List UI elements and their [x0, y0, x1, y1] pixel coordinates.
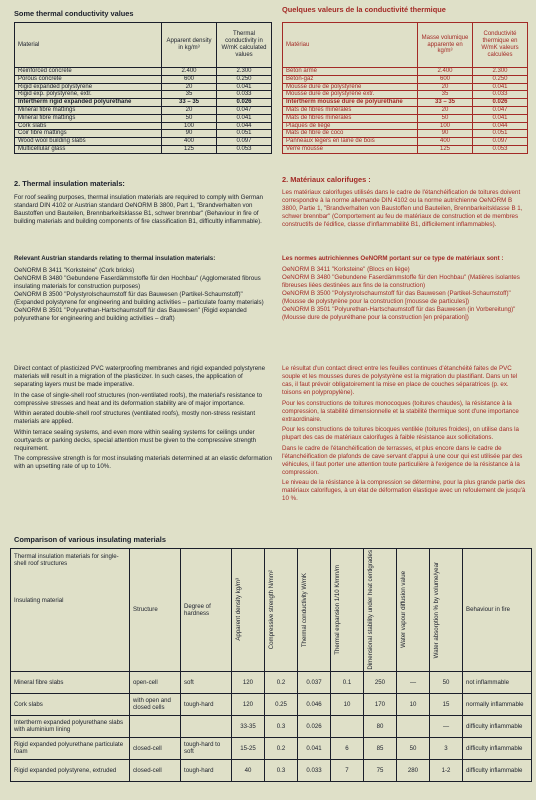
- fr-row-density: 35: [418, 91, 473, 99]
- comparison-cell-structure: with open and closed cells: [130, 693, 181, 715]
- en-row-conductivity: 0.033: [217, 91, 272, 99]
- comparison-cell-absorption: —: [430, 715, 463, 737]
- comparison-cell-dimensional: 85: [364, 737, 397, 759]
- comparison-cell-compressive: 0.3: [265, 759, 298, 781]
- comparison-cell-absorption: 3: [430, 737, 463, 759]
- fr-paragraph: Pour les constructions de toitures bicoques ventilée (toitures froides), on utilise dans la plupart des cas de matériaux calorifuges à faible résistance aux sollicitations.: [282, 426, 519, 441]
- fr-row-conductivity: 0.033: [473, 91, 528, 99]
- en-row-density: 125: [162, 145, 217, 153]
- comparison-cell-fire: not inflammable: [463, 671, 532, 693]
- en-paragraph: Within terrace sealing systems, and even more within sealing systems for ceilings under courtyards or parking decks, special attention must be given to the compressive strength requirement.: [14, 428, 257, 452]
- comparison-col-vapour: Water vapour diffusion value: [400, 571, 407, 649]
- comparison-row: [11, 671, 532, 693]
- fr-standard-item: OeNORM B 3501 "Polyurethan-Hartschaumstoff für das Bauwesen (in Vorbereitung)" (Mousse dure de polyuréthane pour la construction [en préparation]): [282, 306, 516, 321]
- comparison-col-compressive: Compressive strength N/mm²: [268, 570, 275, 650]
- en-row-material: Reinforced concrete: [15, 68, 162, 76]
- fr-row-conductivity: 0.250: [473, 75, 528, 83]
- fr-conductivity-table: [282, 22, 528, 154]
- en-row-conductivity: 0.044: [217, 122, 272, 130]
- en-table-title: Some thermal conductivity values: [14, 9, 134, 18]
- comparison-cell-vapour: 280: [397, 759, 430, 781]
- comparison-row: [11, 693, 532, 715]
- comparison-cell-absorption: 1-2: [430, 759, 463, 781]
- comparison-cell-material: Rigid expanded polyurethane particulate foam: [11, 737, 130, 759]
- en-row-conductivity: 0.047: [217, 106, 272, 114]
- fr-table-title: Quelques valeurs de la conductivité thermique: [282, 5, 446, 14]
- comparison-cell-vapour: 10: [397, 693, 430, 715]
- fr-row-density: 50: [418, 114, 473, 122]
- fr-table-row: [283, 83, 528, 91]
- fr-row-conductivity: 0.041: [473, 114, 528, 122]
- en-table-row: [15, 91, 272, 99]
- fr-row-conductivity: 0.097: [473, 138, 528, 146]
- comparison-cell-conductivity: 0.037: [298, 671, 331, 693]
- comparison-cell-hardness: tough-hard: [181, 759, 232, 781]
- comparison-cell-expansion: 7: [331, 759, 364, 781]
- comparison-cell-hardness: tough-hard to soft: [181, 737, 232, 759]
- en-standards-title: Relevant Austrian standards relating to thermal insulation materials:: [14, 255, 216, 262]
- comparison-cell-vapour: —: [397, 671, 430, 693]
- comparison-cell-vapour: [397, 715, 430, 737]
- en-row-material: Intertherm rigid expanded polyurethane: [15, 99, 162, 107]
- fr-row-density: 600: [418, 75, 473, 83]
- en-paragraphs: [14, 365, 272, 474]
- comparison-cell-compressive: 0.3: [265, 715, 298, 737]
- en-paragraph: Direct contact of plasticized PVC waterproofing membranes and rigid expanded polystyrene materials will result in a migration of the plasticizer. In such cases, the application of separating layers must be made imperative.: [14, 365, 266, 388]
- en-standard-item: OeNORM B 3480 "Gebundene Faserdämmstoffe für den Hochbau" (Agglomerated fibrous insulating materials for construction purposes): [14, 275, 261, 290]
- comparison-cell-density: 15-25: [232, 737, 265, 759]
- comparison-cell-dimensional: 75: [364, 759, 397, 781]
- en-row-density: 90: [162, 130, 217, 138]
- comparison-cell-fire: difficulty inflammable: [463, 759, 532, 781]
- comparison-col-dimensional: Dimensional stability under heat centigrades: [367, 550, 374, 670]
- comparison-cell-density: 33-35: [232, 715, 265, 737]
- en-row-density: 20: [162, 83, 217, 91]
- comparison-cell-fire: difficulty inflammable: [463, 737, 532, 759]
- en-paragraph: Within aerated double-shell roof structures (ventilated roofs), mostly non-stress resistant materials are applied.: [14, 410, 256, 425]
- fr-row-material: Mousse dure de polystyrène extr.: [283, 91, 418, 99]
- comparison-cell-material: Intertherm expanded polyurethane slabs with aluminium lining: [11, 715, 130, 737]
- fr-row-conductivity: 2.300: [473, 68, 528, 76]
- comparison-cell-material: Mineral fibre slabs: [11, 671, 130, 693]
- en-row-density: 50: [162, 114, 217, 122]
- comparison-col-expansion: Thermal expansion 1/10 K/mm/m: [334, 564, 341, 655]
- fr-row-material: Verre mousse: [283, 145, 418, 153]
- en-row-material: Mineral fibre mattings: [15, 114, 162, 122]
- en-row-conductivity: 0.053: [217, 145, 272, 153]
- comparison-cell-structure: closed-cell: [130, 737, 181, 759]
- fr-row-material: Mousse dure de polystyrène: [283, 83, 418, 91]
- fr-row-conductivity: 0.041: [473, 83, 528, 91]
- fr-row-material: Mats de fibres minérales: [283, 114, 418, 122]
- en-table-row: [15, 83, 272, 91]
- en-row-conductivity: 0.250: [217, 75, 272, 83]
- en-row-material: Rigid expanded polystyrene: [15, 83, 162, 91]
- comparison-cell-density: 40: [232, 759, 265, 781]
- en-row-material: Porous concrete: [15, 75, 162, 83]
- fr-table-row: [283, 138, 528, 146]
- fr-table-row: [283, 122, 528, 130]
- fr-paragraph: Le niveau de la résistance à la compression se détermine, pour la plus grande partie des matériaux calorifuges, à un état de déformation élastique avec un refoulement de jusqu'à 10 %.: [282, 479, 526, 502]
- comparison-col-density: Apparent density kg/m³: [235, 578, 242, 642]
- en-col-material: Material: [15, 23, 162, 68]
- en-conductivity-table: [14, 22, 272, 154]
- comparison-table: [10, 548, 532, 782]
- fr-row-density: 90: [418, 130, 473, 138]
- en-table-row: [15, 68, 272, 76]
- fr-row-density: 2.400: [418, 68, 473, 76]
- comparison-cell-hardness: [181, 715, 232, 737]
- fr-row-material: Intertherm mousse dure de polyuréthane: [283, 99, 418, 107]
- fr-row-material: Mats de fibre de coco: [283, 130, 418, 138]
- comparison-cell-material: Rigid expanded polystyrene, extruded: [11, 759, 130, 781]
- fr-table-row: [283, 145, 528, 153]
- en-row-density: 400: [162, 138, 217, 146]
- fr-table-row: [283, 68, 528, 76]
- en-row-material: Coir fibre mattings: [15, 130, 162, 138]
- en-row-material: Cork slabs: [15, 122, 162, 130]
- comparison-cell-dimensional: 170: [364, 693, 397, 715]
- en-table-row: [15, 122, 272, 130]
- en-sec2-title: 2. Thermal insulation materials:: [14, 179, 125, 188]
- comparison-cell-absorption: 15: [430, 693, 463, 715]
- fr-paragraph: Pour les constructions de toitures monocoques (toitures chaudes), la résistance à la compression, la stabilité dimensionnelle et la stabilité thermique sont d'une importance extraordinaire.: [282, 399, 519, 423]
- fr-paragraphs: [282, 365, 528, 506]
- en-row-conductivity: 0.097: [217, 138, 272, 146]
- en-standards: [14, 255, 272, 323]
- en-sec2-text: For roof sealing purposes, thermal insulation materials are required to comply with German standard DIN 4102 or Austrian standard OeNORM B 3800, Part 1, "Brandverhalten von Baustoffen und Bauteilen, Brennbarkeitsklasse B1, schwer brennbar" (Behaviour in fire of building materials and building components of fire classification B1, difficultly inflammable).: [14, 194, 263, 225]
- comparison-corner: [11, 549, 130, 672]
- fr-col-density: Masse volumique apparente en kg/m³: [418, 23, 473, 68]
- fr-row-density: 20: [418, 106, 473, 114]
- comparison-cell-expansion: 10: [331, 693, 364, 715]
- en-row-density: 35: [162, 91, 217, 99]
- en-row-conductivity: 0.026: [217, 99, 272, 107]
- en-row-density: 2.400: [162, 68, 217, 76]
- fr-row-conductivity: 0.053: [473, 145, 528, 153]
- en-table-row: [15, 138, 272, 146]
- comparison-cell-density: 120: [232, 671, 265, 693]
- comparison-col-hardness: Degree of hardness: [181, 549, 232, 672]
- fr-row-material: Plaques de liège: [283, 122, 418, 130]
- fr-standards-title: Les normes autrichiennes OeNORM portant sur ce type de matériaux sont :: [282, 255, 504, 262]
- en-row-material: Mineral fibre mattings: [15, 106, 162, 114]
- fr-row-material: Béton armé: [283, 68, 418, 76]
- fr-row-density: 125: [418, 145, 473, 153]
- en-row-material: Multicellular glass: [15, 145, 162, 153]
- en-row-density: 33 – 35: [162, 99, 217, 107]
- fr-standard-item: OeNORM B 3480 "Gebundene Faserdämmstoffe für den Hochbau" (Matières isolantes fibreuses liées destinées aux fins de la construction): [282, 274, 520, 289]
- comparison-cell-structure: open-cell: [130, 671, 181, 693]
- comparison-col-fire: Behaviour in fire: [463, 549, 532, 672]
- en-row-conductivity: 0.041: [217, 83, 272, 91]
- en-row-conductivity: 0.051: [217, 130, 272, 138]
- fr-standard-item: OeNORM B 3500 "Polystyrolschaumstoff für das Bauwesen (Partikel-Schaumstoff)" (Mousse de polystyrène pour la construction [mousse de particules]): [282, 290, 511, 305]
- comparison-cell-expansion: [331, 715, 364, 737]
- en-table-row: [15, 130, 272, 138]
- comparison-col-absorption: Water absorption % by volume/year: [433, 561, 440, 658]
- fr-row-material: Mats de fibres minérales: [283, 106, 418, 114]
- fr-sec2-text: Les matériaux calorifuges utilisés dans le cadre de l'étanchéification de toitures doivent correspondre à la norme allemande DIN 4102 ou la norme autrichienne OeNORM B 3800, Partie 1, "Brandverhalten von Baustoffen und Bauteilen, Brennbarkeitsklasse B 1, schwer brennbar" (Comportement au feu de matériaux de construction et de membres constructifs de l'édifice, classe d'inflammabilité B1, difficilement inflammables).: [282, 189, 523, 228]
- comparison-cell-compressive: 0.2: [265, 737, 298, 759]
- en-row-density: 20: [162, 106, 217, 114]
- comparison-cell-density: 120: [232, 693, 265, 715]
- en-standard-item: OeNORM B 3411 "Korksteine" (Cork bricks): [14, 267, 135, 274]
- en-standard-item: OeNORM B 3501 "Polyurethan-Hartschaumstoff für das Bauwesen" (Rigid expanded polyurethane for engineering and building activities – draft): [14, 307, 247, 322]
- en-paragraph: The compressive strength is for most insulating materials determined at an elastic deformation with an upsetting rate of up to 10%.: [14, 455, 272, 470]
- fr-table-row: [283, 130, 528, 138]
- fr-row-conductivity: 0.044: [473, 122, 528, 130]
- fr-row-density: 33 – 35: [418, 99, 473, 107]
- comparison-cell-conductivity: 0.041: [298, 737, 331, 759]
- comparison-cell-expansion: 0.1: [331, 671, 364, 693]
- en-section-2: [14, 180, 272, 229]
- comparison-corner-label: Thermal insulation materials for single-shell roof structures: [14, 553, 119, 567]
- fr-row-material: Béton-gaz: [283, 75, 418, 83]
- en-row-material: Rigid exp. polystyrene, extr.: [15, 91, 162, 99]
- fr-standard-item: OeNORM B 3411 "Korksteine" (Blocs en liège): [282, 266, 410, 273]
- fr-col-material: Matériau: [283, 23, 418, 68]
- en-row-density: 100: [162, 122, 217, 130]
- comparison-row: [11, 759, 532, 781]
- fr-row-material: Panneaux légers en laine de bois: [283, 138, 418, 146]
- comparison-cell-structure: [130, 715, 181, 737]
- fr-table-row: [283, 99, 528, 107]
- en-row-material: Wood wool building slabs: [15, 138, 162, 146]
- en-table-row: [15, 75, 272, 83]
- en-standard-item: OeNORM B 3500 "Polystyrolschaumstoff für das Bauwesen (Partikel-Schaumstoff)" (Expanded polystyrene for engineering and building activities – particulate foamy materials): [14, 291, 264, 306]
- comparison-row: [11, 715, 532, 737]
- en-col-density: Apparent density in kg/m³: [162, 23, 217, 68]
- fr-paragraph: Le résultat d'un contact direct entre les feuilles continues d'étanchéité faites de PVC souple et les mousses dures de polystyrène est la migration du plastifiant. Dans un tel cas, il faut prévoir obligatoirement la mise en place de couches séparatrices (p. ex. toisons en polypropylène).: [282, 365, 518, 396]
- comparison-cell-absorption: 50: [430, 671, 463, 693]
- comparison-cell-compressive: 0.25: [265, 693, 298, 715]
- en-row-conductivity: 0.041: [217, 114, 272, 122]
- en-table-row: [15, 114, 272, 122]
- en-row-conductivity: 2.300: [217, 68, 272, 76]
- comparison-cell-expansion: 6: [331, 737, 364, 759]
- comparison-row: [11, 737, 532, 759]
- fr-table-row: [283, 106, 528, 114]
- fr-row-density: 20: [418, 83, 473, 91]
- comparison-cell-conductivity: 0.046: [298, 693, 331, 715]
- comparison-cell-hardness: tough-hard: [181, 693, 232, 715]
- comparison-cell-conductivity: 0.033: [298, 759, 331, 781]
- fr-row-conductivity: 0.047: [473, 106, 528, 114]
- comparison-cell-fire: difficulty inflammable: [463, 715, 532, 737]
- en-table-row: [15, 99, 272, 107]
- comparison-cell-structure: closed-cell: [130, 759, 181, 781]
- fr-table-row: [283, 91, 528, 99]
- comparison-cell-hardness: soft: [181, 671, 232, 693]
- en-row-density: 600: [162, 75, 217, 83]
- fr-col-conductivity: Conductivité thermique en W/mK valeurs calculées: [473, 23, 528, 68]
- comparison-col-material: Insulating material: [14, 597, 64, 604]
- comparison-col-conductivity: Thermal conductivity W/mK: [301, 572, 308, 647]
- comparison-cell-compressive: 0.2: [265, 671, 298, 693]
- en-table-row: [15, 106, 272, 114]
- en-paragraph: In the case of single-shell roof structures (non-ventilated roofs), the material's resistance to compressive stresses and heat and its deformation stability are of major importance.: [14, 391, 263, 407]
- comparison-cell-fire: normally inflammable: [463, 693, 532, 715]
- comparison-cell-dimensional: 80: [364, 715, 397, 737]
- comparison-col-structure: Structure: [130, 549, 181, 672]
- fr-row-conductivity: 0.051: [473, 130, 528, 138]
- fr-paragraph: Dans le cadre de l'étanchéification de terrasses, et plus encore dans le cadre de l'étanchéification de plafonds de cave servant d'appui à une cour qui est utilisée par des véhicules, il faut porter une attention toute particulière à l'exigence de la résistance à la compression.: [282, 444, 523, 476]
- fr-standards: [282, 255, 528, 322]
- fr-row-density: 100: [418, 122, 473, 130]
- fr-row-density: 400: [418, 138, 473, 146]
- fr-sec2-title: 2. Matériaux calorifuges :: [282, 175, 371, 184]
- fr-table-row: [283, 75, 528, 83]
- comparison-title: Comparison of various insulating materials: [14, 535, 166, 544]
- comparison-cell-material: Cork slabs: [11, 693, 130, 715]
- comparison-cell-vapour: 50: [397, 737, 430, 759]
- comparison-cell-dimensional: 250: [364, 671, 397, 693]
- fr-table-row: [283, 114, 528, 122]
- en-table-row: [15, 145, 272, 153]
- en-col-conductivity: Thermal conductivity in W/mK calculated values: [217, 23, 272, 68]
- fr-section-2: [282, 176, 528, 232]
- fr-row-conductivity: 0.026: [473, 99, 528, 107]
- comparison-cell-conductivity: 0.026: [298, 715, 331, 737]
